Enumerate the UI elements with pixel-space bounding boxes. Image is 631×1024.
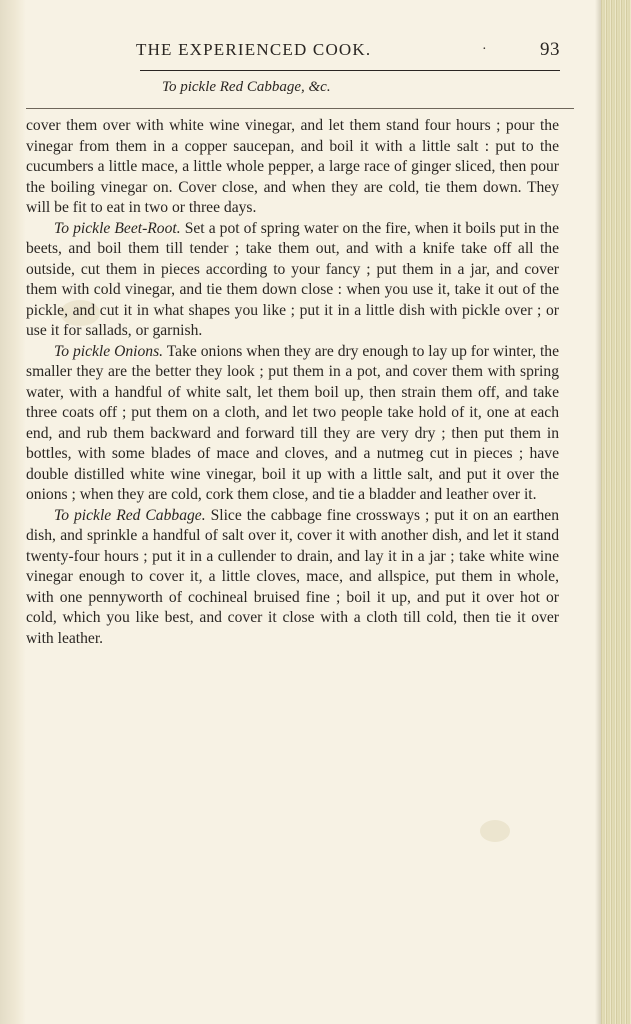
header-mark: · <box>482 42 487 57</box>
page-left-edge <box>0 0 26 1024</box>
paper-stain <box>480 820 510 842</box>
page-number: 93 <box>540 39 560 60</box>
recipe-title: To pickle Onions. <box>54 342 164 360</box>
paragraph-onions <box>26 342 559 506</box>
paragraph-beet-root <box>26 219 559 342</box>
subtitle-rule <box>26 108 574 109</box>
running-title: THE EXPERIENCED COOK. <box>136 40 372 59</box>
recipe-title: To pickle Red Cabbage. <box>54 506 206 524</box>
book-binding <box>601 0 631 1024</box>
section-subtitle: To pickle Red Cabbage, &c. <box>162 79 331 95</box>
paragraph-text: cover them over with white wine vinegar, and let them stand four hours ; pour the vinegar from them in a copper saucepan, and boil it with a little salt : put to the cucumbers a little mace, a little whole pepper, a large race of ginger sliced, then pour the boiling vinegar on. Cover close, and when they are cold, tie them down. They will be fit to eat in two or three days. <box>26 117 559 216</box>
paragraph-text: Slice the cabbage fine crossways ; put it on an earthen dish, and sprinkle a handful of salt over it, cover it with another dish, and let it stand twenty-four hours ; put it in a cullender to drain, and lay it in a jar ; take white wine vinegar enough to cover it, a little cloves, mace, and allspice, put them in whole, with one pennyworth of cochineal bruised fine ; boil it up, and put it over hot or cold, which you like best, and cover it close with a cloth till cold, then tie it over with leather. <box>26 506 559 647</box>
recipe-title: To pickle Beet-Root. <box>54 219 181 237</box>
paragraph-text: Take onions when they are dry enough to lay up for winter, the smaller they are the better they look ; put them in a pot, and cover them with spring water, with a handful of white salt, let them boil up, then strain them off, and take three coats off ; put them on a cloth, and let two people take hold of it, one at each end, and rub them backward and forward till they are very dry ; then put them in bottles, with some blades of mace and cloves, and a nutmeg cut in pieces ; have double distilled white wine vinegar, boil it up with a little salt, and put it over the onions ; when they are cold, cork them close, and tie a bladder and leather over it. <box>26 342 559 503</box>
header-rule <box>140 70 560 71</box>
page-header <box>120 40 560 66</box>
paragraph-text: Set a pot of spring water on the fire, when it boils put in the beets, and boil them till tender ; take them out, and with a knife take off all the outside, cut them in pieces according to your fancy ; put them in a jar, and cover them with cold vinegar, and tie them down close : when you use it, take it out of the pickle, and cut it in what shapes you like ; put it in a little dish with pickle over ; or use it for sallads, or garnish. <box>26 219 559 339</box>
paragraph-continued <box>26 116 559 219</box>
body-text <box>26 116 559 649</box>
paragraph-red-cabbage <box>26 506 559 650</box>
